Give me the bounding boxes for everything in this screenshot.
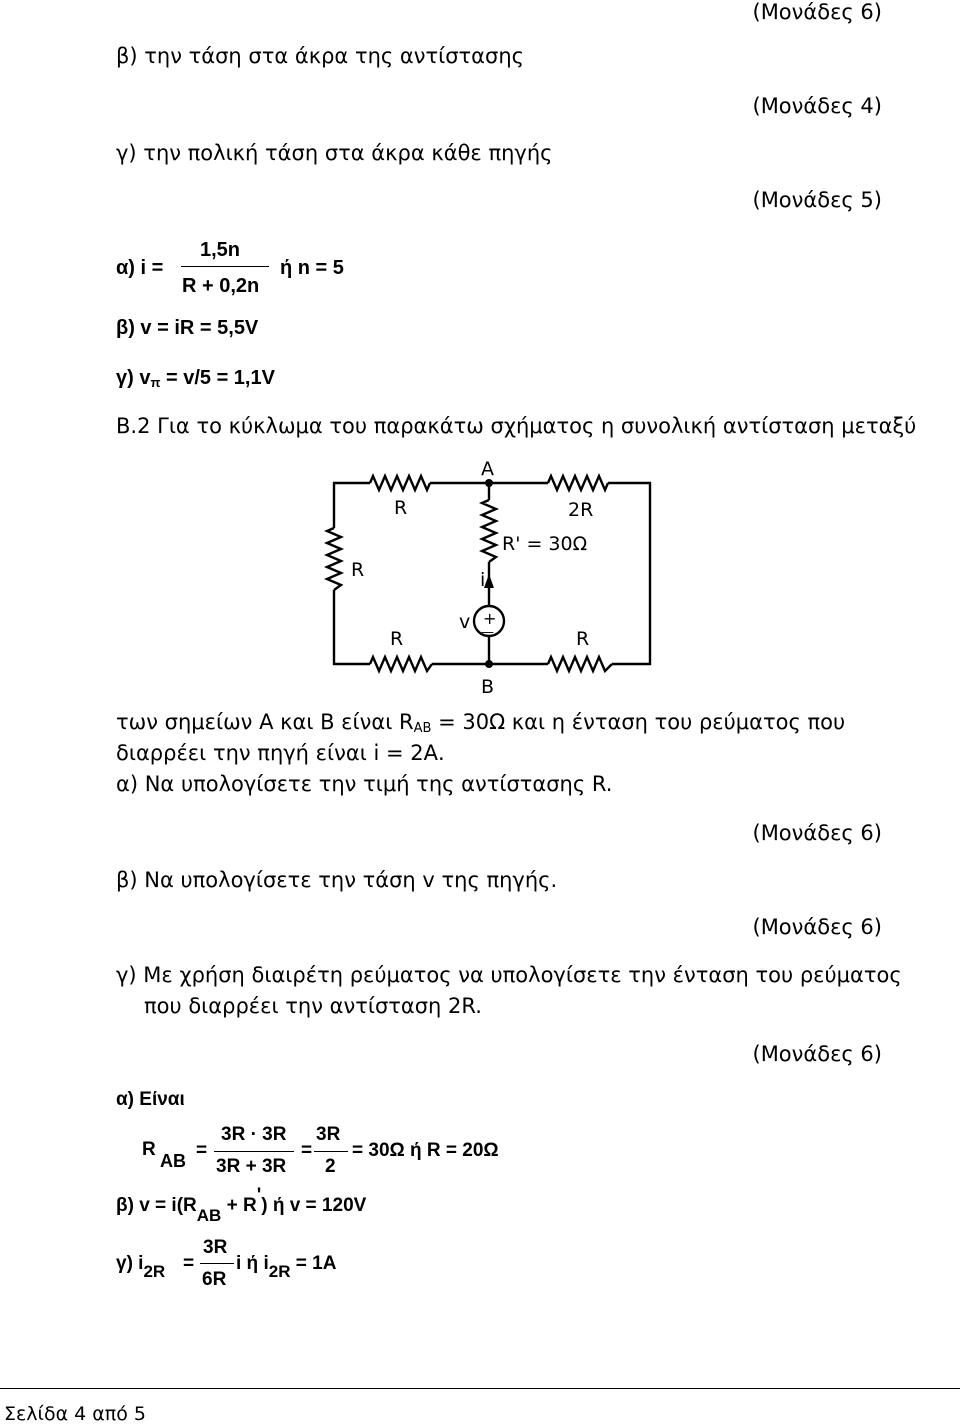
- fraction-numerator: 3R: [203, 1237, 228, 1258]
- fraction-bar: [314, 1151, 348, 1152]
- resistor-label: 2R: [568, 499, 594, 521]
- page-number: Σελίδα 4 από 5: [4, 1403, 146, 1425]
- rab-subscript: ΑΒ: [160, 1151, 186, 1171]
- result-a: = 30Ω ή R = 20Ω: [352, 1140, 499, 1161]
- resistor-label: R: [351, 559, 365, 581]
- marks-label: (Μονάδες 4): [752, 94, 882, 118]
- marks-label: (Μονάδες 6): [752, 915, 882, 939]
- footer-divider: [0, 1388, 960, 1389]
- wire: [608, 483, 650, 664]
- solution2-c-prefix: γ) i2R: [116, 1253, 166, 1281]
- solution2-a-label: α) Είναι: [116, 1089, 185, 1110]
- resistor-label: R: [394, 497, 408, 519]
- equals-sign: =: [196, 1140, 208, 1161]
- fraction-denominator: 3R + 3R: [216, 1156, 287, 1177]
- rab-symbol: R: [142, 1139, 156, 1160]
- resistor-left: [327, 528, 341, 590]
- source-label: v: [459, 611, 471, 633]
- equals-sign: =: [301, 1140, 313, 1161]
- problem-c-text: γ) την πολική τάση στα άκρα κάθε πηγής: [116, 141, 553, 165]
- marks-label: (Μονάδες 6): [752, 1042, 882, 1066]
- marks-label: (Μονάδες 5): [752, 188, 882, 212]
- minus-sign: —: [481, 625, 494, 640]
- resistor-top-left: [370, 476, 430, 490]
- current-arrow: [484, 574, 494, 588]
- fraction-denominator: 2: [325, 1156, 336, 1177]
- problem-b-text: β) την τάση στα άκρα της αντίστασης: [116, 44, 524, 68]
- problem2-text-2: διαρρέει την πηγή είναι i = 2Α.: [116, 741, 445, 765]
- resistor-label: R: [576, 628, 590, 650]
- resistor-label: R: [390, 628, 404, 650]
- solution-a-prefix: α) i =: [116, 257, 164, 279]
- wire: [334, 483, 370, 528]
- fraction-denominator: R + 0,2n: [182, 275, 260, 297]
- fraction-denominator: 6R: [202, 1269, 227, 1290]
- solution-a-suffix: ή n = 5: [280, 257, 344, 279]
- resistor-middle: [482, 500, 496, 562]
- fraction-numerator: 3R · 3R: [221, 1124, 287, 1145]
- question-c-line1: γ) Με χρήση διαιρέτη ρεύματος να υπολογίσετε την ένταση του ρεύματος: [116, 963, 902, 987]
- wire: [334, 590, 370, 664]
- marks-label: (Μονάδες 6): [752, 821, 882, 845]
- solution2-b: β) v = i(RΑΒ + R') ή v = 120V: [116, 1185, 367, 1225]
- fraction-bar: [200, 1263, 234, 1264]
- resistor-top-right: [548, 476, 608, 490]
- plus-sign: +: [483, 609, 497, 628]
- node-b-label: Β: [481, 676, 495, 698]
- node-a-label: Α: [481, 458, 494, 480]
- fraction-numerator: 3R: [316, 1124, 341, 1145]
- solution-b: β) v = iR = 5,5V: [116, 317, 259, 339]
- resistor-label: R' = 30Ω: [502, 533, 588, 555]
- solution2-c-rest: i ή i2R = 1A: [236, 1253, 337, 1281]
- marks-label: (Μονάδες 6): [752, 0, 882, 24]
- problem2-text-1: των σημείων Α και Β είναι $R_{AB} = 30\Omega$ και η ένταση του ρεύματος που: [116, 710, 846, 736]
- node-a-dot: [485, 479, 493, 487]
- equals-sign: =: [183, 1253, 195, 1274]
- node-b-dot: [485, 660, 493, 668]
- resistor-bottom-right: [548, 657, 612, 671]
- fraction-numerator: 1,5n: [200, 239, 241, 261]
- solution-c: γ) $v_\pi = v/5 = 1,1V$: [116, 367, 275, 390]
- problem2-intro: Β.2 Για το κύκλωμα του παρακάτω σχήματος η συνολική αντίσταση μεταξύ: [116, 414, 917, 438]
- question-c-line2: που διαρρέει την αντίσταση 2R.: [144, 994, 482, 1018]
- question-a: α) Να υπολογίσετε την τιμή της αντίστασης R.: [116, 772, 613, 796]
- current-label: i: [480, 569, 486, 591]
- fraction-bar: [214, 1151, 294, 1152]
- question-b: β) Να υπολογίσετε την τάση v της πηγής.: [116, 868, 558, 892]
- resistor-bottom-left: [370, 657, 432, 671]
